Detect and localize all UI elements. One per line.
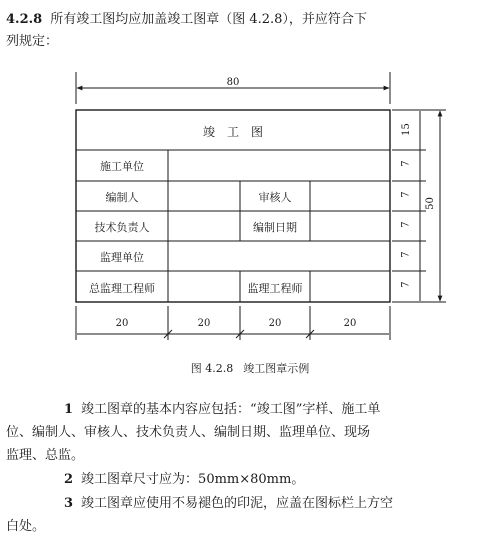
dim-col1-width-label: 20 <box>115 318 129 329</box>
item-2-line1: 竣工图章尺寸应为：50mm×80mm。 <box>81 472 305 487</box>
cell-compile-date: 编制日期 <box>253 221 297 234</box>
cell-technical-lead: 技术负责人 <box>94 221 150 234</box>
cell-compiler: 编制人 <box>105 191 139 204</box>
item-2-number: 2 <box>64 472 74 487</box>
dim-col2-width-label: 20 <box>197 318 211 329</box>
cell-construction-unit: 施工单位 <box>100 160 144 173</box>
item-2 <box>6 468 494 491</box>
item-1-number: 1 <box>64 402 74 417</box>
figure-caption <box>0 360 500 376</box>
item-3-line1: 竣工图章应使用不易褪色的印泥，应盖在图标栏上方空 <box>81 496 394 511</box>
cell-supervision-engineer: 监理工程师 <box>247 282 303 295</box>
cell-reviewer: 审核人 <box>258 191 292 204</box>
dim-row4-height-label: 7 <box>400 221 412 228</box>
item-1 <box>6 398 494 467</box>
dim-row6-height-label: 7 <box>400 281 412 288</box>
item-3 <box>6 492 494 538</box>
dim-col4-width-label: 20 <box>343 318 357 329</box>
item-1-line2: 位、编制人、审核人、技术负责人、编制日期、监理单位、现场 <box>6 425 371 440</box>
cell-chief-supervisor: 总监理工程师 <box>89 282 155 295</box>
item-1-line3: 监理、总监。 <box>6 448 85 463</box>
dim-total-height-label: 50 <box>424 197 436 210</box>
dim-row1-height-label: 15 <box>400 123 412 136</box>
dim-row5-height-label: 7 <box>400 251 412 258</box>
clause-text-line2: 列规定： <box>6 34 59 49</box>
dim-col3-width-label: 20 <box>268 318 282 329</box>
figure-caption-text: 竣工图章示例 <box>243 362 310 375</box>
dim-row2-height-label: 7 <box>400 160 412 167</box>
cell-supervision-unit: 监理单位 <box>100 251 144 264</box>
dim-total-width-label: 80 <box>226 77 240 88</box>
stamp-title: 竣 工 图 <box>202 125 263 139</box>
dim-row3-height-label: 7 <box>400 191 412 198</box>
clause-number: 4.2.8 <box>6 12 43 27</box>
figure-caption-number: 图 4.2.8 <box>190 362 234 375</box>
item-3-line2: 白处。 <box>6 519 46 534</box>
clause-text-line1: 所有竣工图均应加盖竣工图章（图 4.2.8），并应符合下 <box>50 12 367 27</box>
item-3-number: 3 <box>64 496 74 511</box>
item-1-line1: 竣工图章的基本内容应包括：“竣工图”字样、施工单 <box>81 402 381 417</box>
